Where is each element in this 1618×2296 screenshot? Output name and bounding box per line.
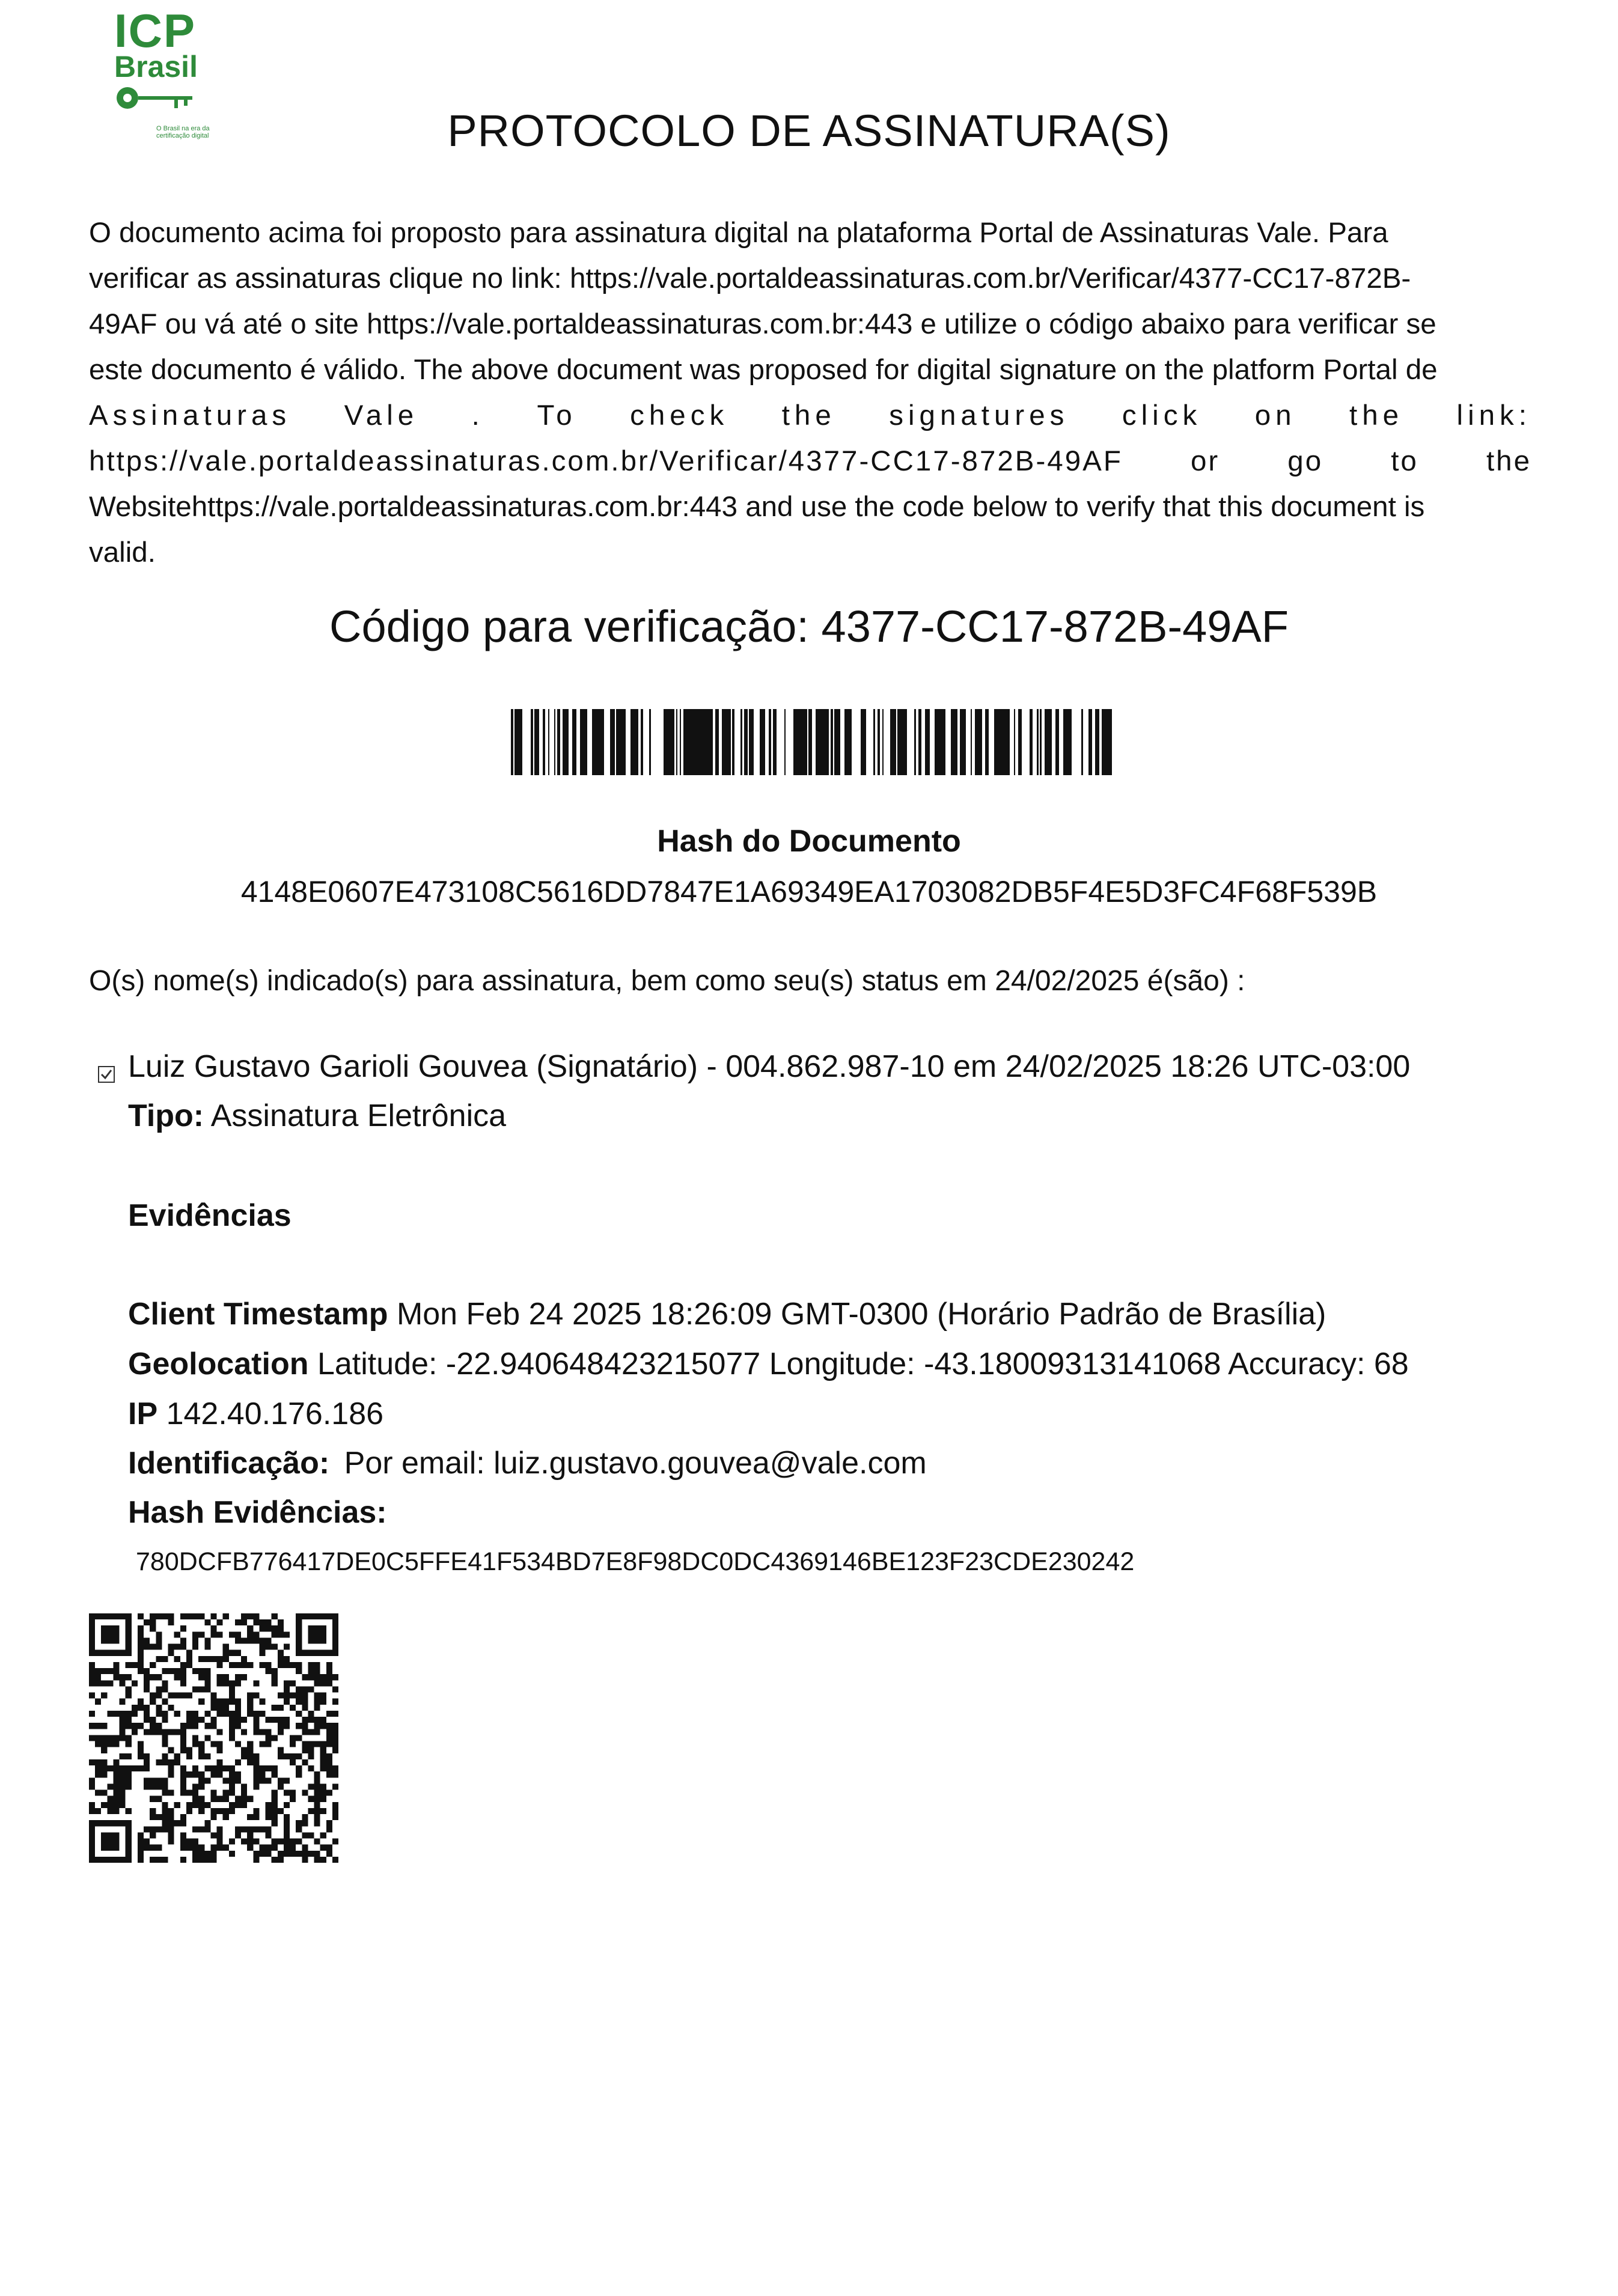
intro-line: 49AF ou vá até o site https://vale.portaldeassinaturas.com.br:443 e utilize o código abaixo para verificar se bbox=[89, 308, 1436, 340]
tipo-label: Tipo: bbox=[128, 1098, 204, 1133]
client-ts-value: Mon Feb 24 2025 18:26:09 GMT-0300 (Horário Padrão de Brasília) bbox=[396, 1297, 1326, 1332]
checkbox-checked-icon bbox=[97, 1065, 115, 1083]
logo-brasil-text: Brasil bbox=[114, 50, 198, 84]
evidencias-heading bbox=[128, 1198, 292, 1234]
signer-line: Luiz Gustavo Garioli Gouvea (Signatário) - 004.862.987-10 em 24/02/2025 18:26 UTC-03:00 bbox=[128, 1049, 1411, 1084]
hash-evidencias bbox=[128, 1494, 387, 1530]
intro-paragraph bbox=[89, 210, 1531, 576]
ip-value: 142.40.176.186 bbox=[166, 1396, 384, 1431]
hash-title: Hash do Documento bbox=[657, 824, 961, 859]
barcode bbox=[511, 709, 1112, 775]
ip-address bbox=[128, 1396, 383, 1432]
page-title: PROTOCOLO DE ASSINATURA(S) bbox=[447, 106, 1171, 156]
verification-code: Código para verificação: 4377-CC17-872B-49AF bbox=[329, 601, 1289, 651]
qr-code[interactable] bbox=[89, 1613, 338, 1863]
intro-line: este documento é válido. The above document was proposed for digital signature on the platform Portal de bbox=[89, 354, 1438, 386]
evidencias-label: Evidências bbox=[128, 1198, 292, 1233]
identificacao bbox=[128, 1445, 927, 1481]
intro-line: Assinaturas Vale . To check the signatures click on the link: bbox=[89, 400, 1531, 431]
geolocation bbox=[128, 1346, 1409, 1382]
hash-value: 4148E0607E473108C5616DD7847E1A69349EA1703082DB5F4E5D3FC4F68F539B bbox=[240, 875, 1378, 909]
intro-line: verificar as assinaturas clique no link: https://vale.portaldeassinaturas.com.br/Verificar/4377-CC17-872B- bbox=[89, 263, 1411, 294]
ip-label: IP bbox=[128, 1396, 158, 1431]
logo-icp-text: ICP bbox=[114, 4, 197, 57]
status-line: O(s) nome(s) indicado(s) para assinatura, bem como seu(s) status em 24/02/2025 é(são) : bbox=[89, 965, 1245, 997]
intro-line: Websitehttps://vale.portaldeassinaturas.com.br:443 and use the code below to verify that this document is bbox=[89, 491, 1425, 523]
intro-line: https://vale.portaldeassinaturas.com.br/Verificar/4377-CC17-872B-49AF or go to the bbox=[89, 445, 1531, 477]
geo-value: Latitude: -22.940648423215077 Longitude: -43.18009313141068 Accuracy: 68 bbox=[317, 1347, 1409, 1381]
intro-line: valid. bbox=[89, 537, 156, 568]
client-ts-label: Client Timestamp bbox=[128, 1297, 388, 1332]
intro-line: O documento acima foi proposto para assinatura digital na plataforma Portal de Assinaturas Vale. Para bbox=[89, 217, 1388, 249]
ident-value: Por email: luiz.gustavo.gouvea@vale.com bbox=[344, 1446, 927, 1481]
signer-type bbox=[128, 1098, 506, 1134]
hash-evidencias-value: 780DCFB776417DE0C5FFE41F534BD7E8F98DC0DC4369146BE123F23CDE230242 bbox=[136, 1547, 1135, 1576]
client-timestamp bbox=[128, 1296, 1326, 1332]
tipo-value: Assinatura Eletrônica bbox=[210, 1098, 507, 1133]
ident-label: Identificação: bbox=[128, 1446, 330, 1481]
hash-ev-label: Hash Evidências: bbox=[128, 1495, 387, 1530]
geo-label: Geolocation bbox=[128, 1347, 309, 1381]
logo-tagline: O Brasil na era da certificação digital bbox=[156, 125, 210, 139]
